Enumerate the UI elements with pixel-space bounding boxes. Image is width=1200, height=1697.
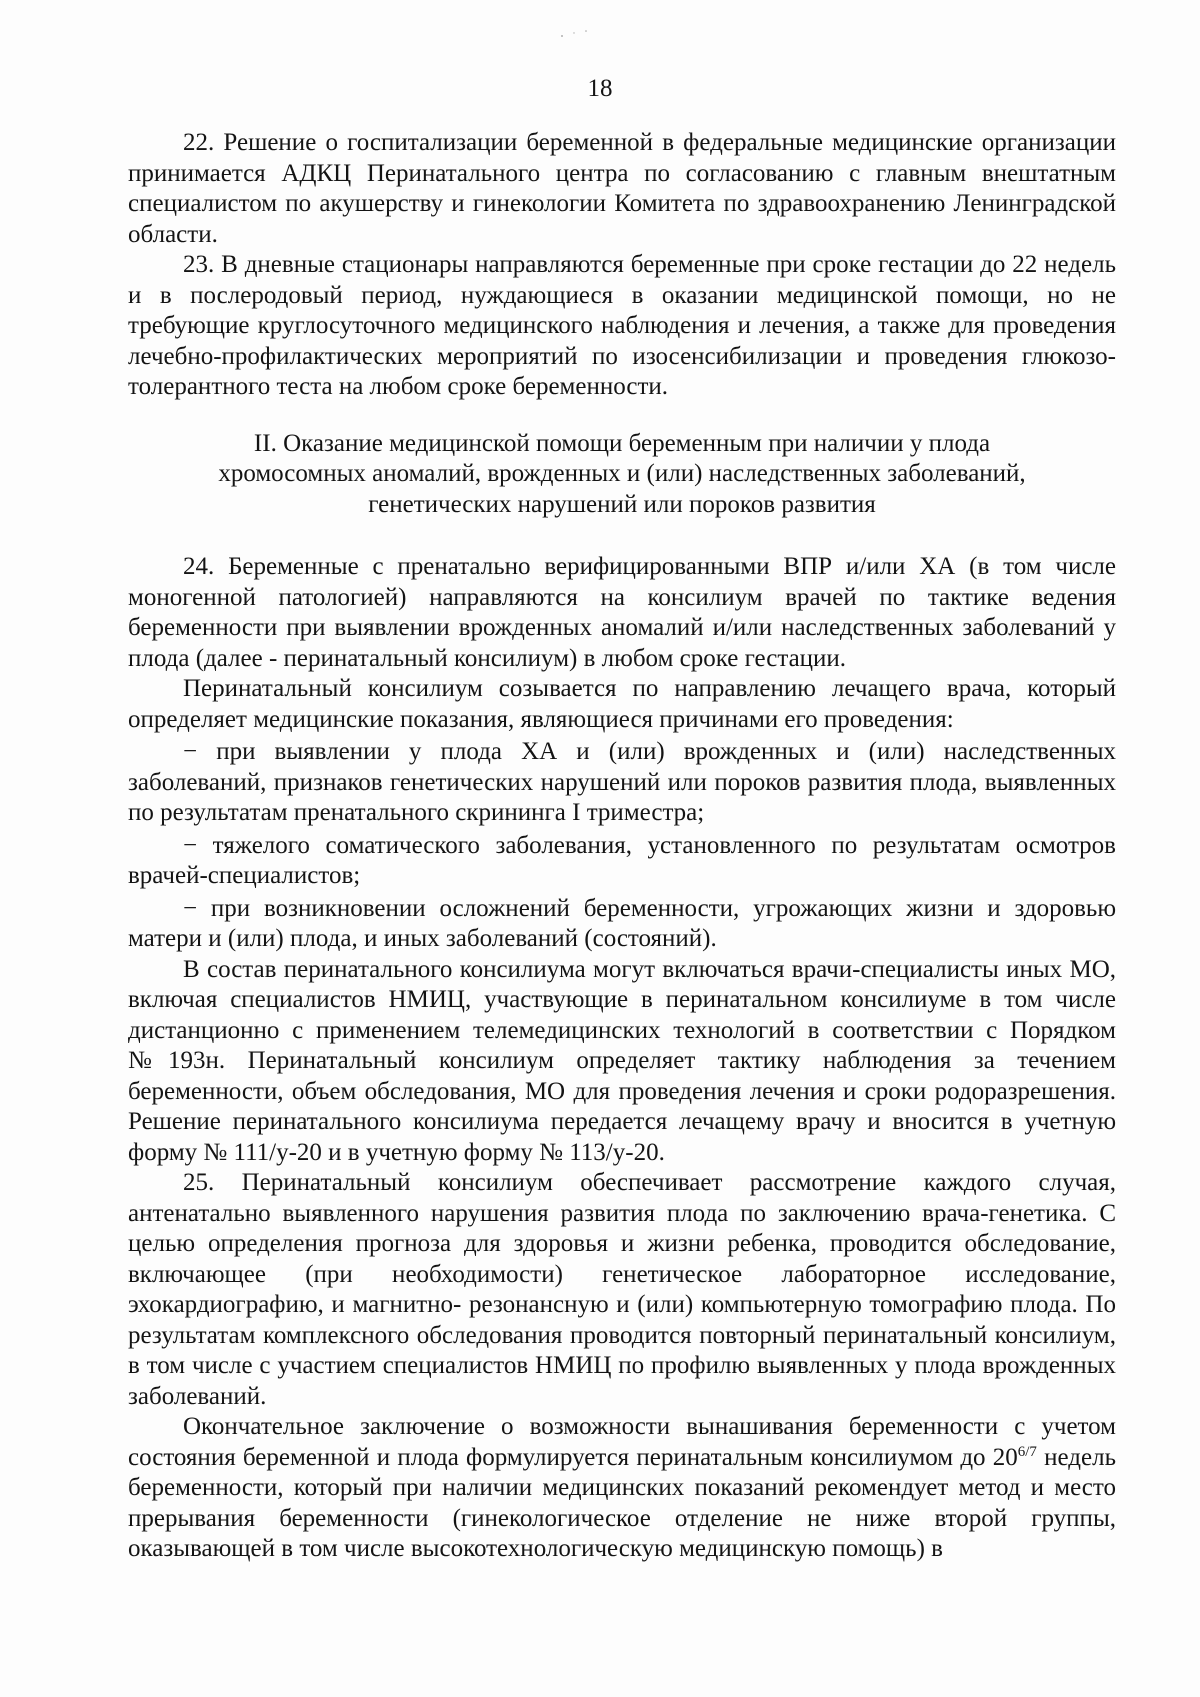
- final-conclusion-text-start: Окончательное заключение о возможности вынашивания беременности с учетом состояния беременной и плода формулируется перинатальным консилиумом до 20: [128, 1413, 1116, 1471]
- section-heading-line-3: генетических нарушений или пороков развития: [368, 490, 876, 518]
- indication-item: − при выявлении у плода ХА и (или) врожденных и (или) наследственных заболеваний, признаков генетических нарушений или пороков развития плода, выявленных по результатам пренатального скрининга I триместра;: [128, 738, 1116, 826]
- paragraph-consilium-convening: Перинатальный консилиум созывается по направлению лечащего врача, который определяет медицинские показания, являющиеся причинами его проведения:: [128, 675, 1116, 733]
- paragraph-22: 22. Решение о госпитализации беременной в федеральные медицинские организации принимается АДКЦ Перинатального центра по согласованию с главным внештатным специалистом по акушерству и гинекологии Комитета по здравоохранению Ленинградской области.: [128, 129, 1116, 248]
- scan-speck-mark: [556, 28, 596, 40]
- page-number: 18: [587, 75, 613, 102]
- final-conclusion-superscript: 6/7: [1017, 1443, 1037, 1460]
- paragraph-25: 25. Перинатальный консилиум обеспечивает рассмотрение каждого случая, антенатально выявленного нарушения развития плода по заключению врача-генетика. С целью определения прогноза для здоровья и жизни ребенка, проводится обследование, включающее (при необходимости) генетическое лабораторное исследование, эхокардиографию, и магнитно- резонансную и (или) компьютерную томографию плода. По результатам комплексного обследования проводится повторный перинатальный консилиум, в том числе с участием специалистов НМИЦ по профилю выявленных у плода врожденных заболеваний.: [128, 1169, 1116, 1410]
- indication-item: − при возникновении осложнений беременности, угрожающих жизни и здоровью матери и (или) плода, и иных заболеваний (состояний).: [128, 894, 1116, 952]
- paragraph-final-conclusion: [128, 1412, 1116, 1565]
- section-heading-line-1: II. Оказание медицинской помощи беременным при наличии у плода: [253, 429, 991, 457]
- document-body: [128, 128, 1116, 1565]
- paragraph-24: 24. Беременные с пренатально верифицированными ВПР и/или ХА (в том числе моногенной патологией) направляются на консилиум врачей по тактике ведения беременности при выявлении врожденных аномалий и/или наследственных заболеваний у плода (далее - перинатальный консилиум) в любом сроке гестации.: [128, 553, 1116, 672]
- section-heading-line-2: хромосомных аномалий, врожденных и (или) наследственных заболеваний,: [218, 460, 1026, 487]
- paragraph-23: 23. В дневные стационары направляются беременные при сроке гестации до 22 недель и в послеродовый период, нуждающиеся в оказании медицинской помощи, но не требующие круглосуточного медицинского наблюдения и лечения, а также для проведения лечебно-профилактических мероприятий по изосенсибилизации и проведения глюкозо-толерантного теста на любом сроке беременности.: [128, 251, 1116, 400]
- final-conclusion-text-end: недель беременности, который при наличии медицинских показаний рекомендует метод и место прерывания беременности (гинекологическое отделение не ниже второй группы, оказывающей в том числе высокотехнологическую медицинскую помощь) в: [128, 1443, 1116, 1562]
- indication-item: − тяжелого соматического заболевания, установленного по результатам осмотров врачей-специалистов;: [128, 831, 1116, 889]
- section-heading: [128, 429, 1116, 521]
- paragraph-consilium-composition: В состав перинатального консилиума могут включаться врачи-специалисты иных МО, включая специалистов НМИЦ, участвующие в перинатальном консилиуме в том числе дистанционно с применением телемедицинских технологий в соответствии с Порядком №193н. Перинатальный консилиум определяет тактику наблюдения за течением беременности, объем обследования, МО для проведения лечения и сроки родоразрешения. Решение перинатального консилиума передается лечащему врачу и вносится в учетную форму № 111/у-20 и в учетную форму № 113/у-20.: [128, 955, 1116, 1166]
